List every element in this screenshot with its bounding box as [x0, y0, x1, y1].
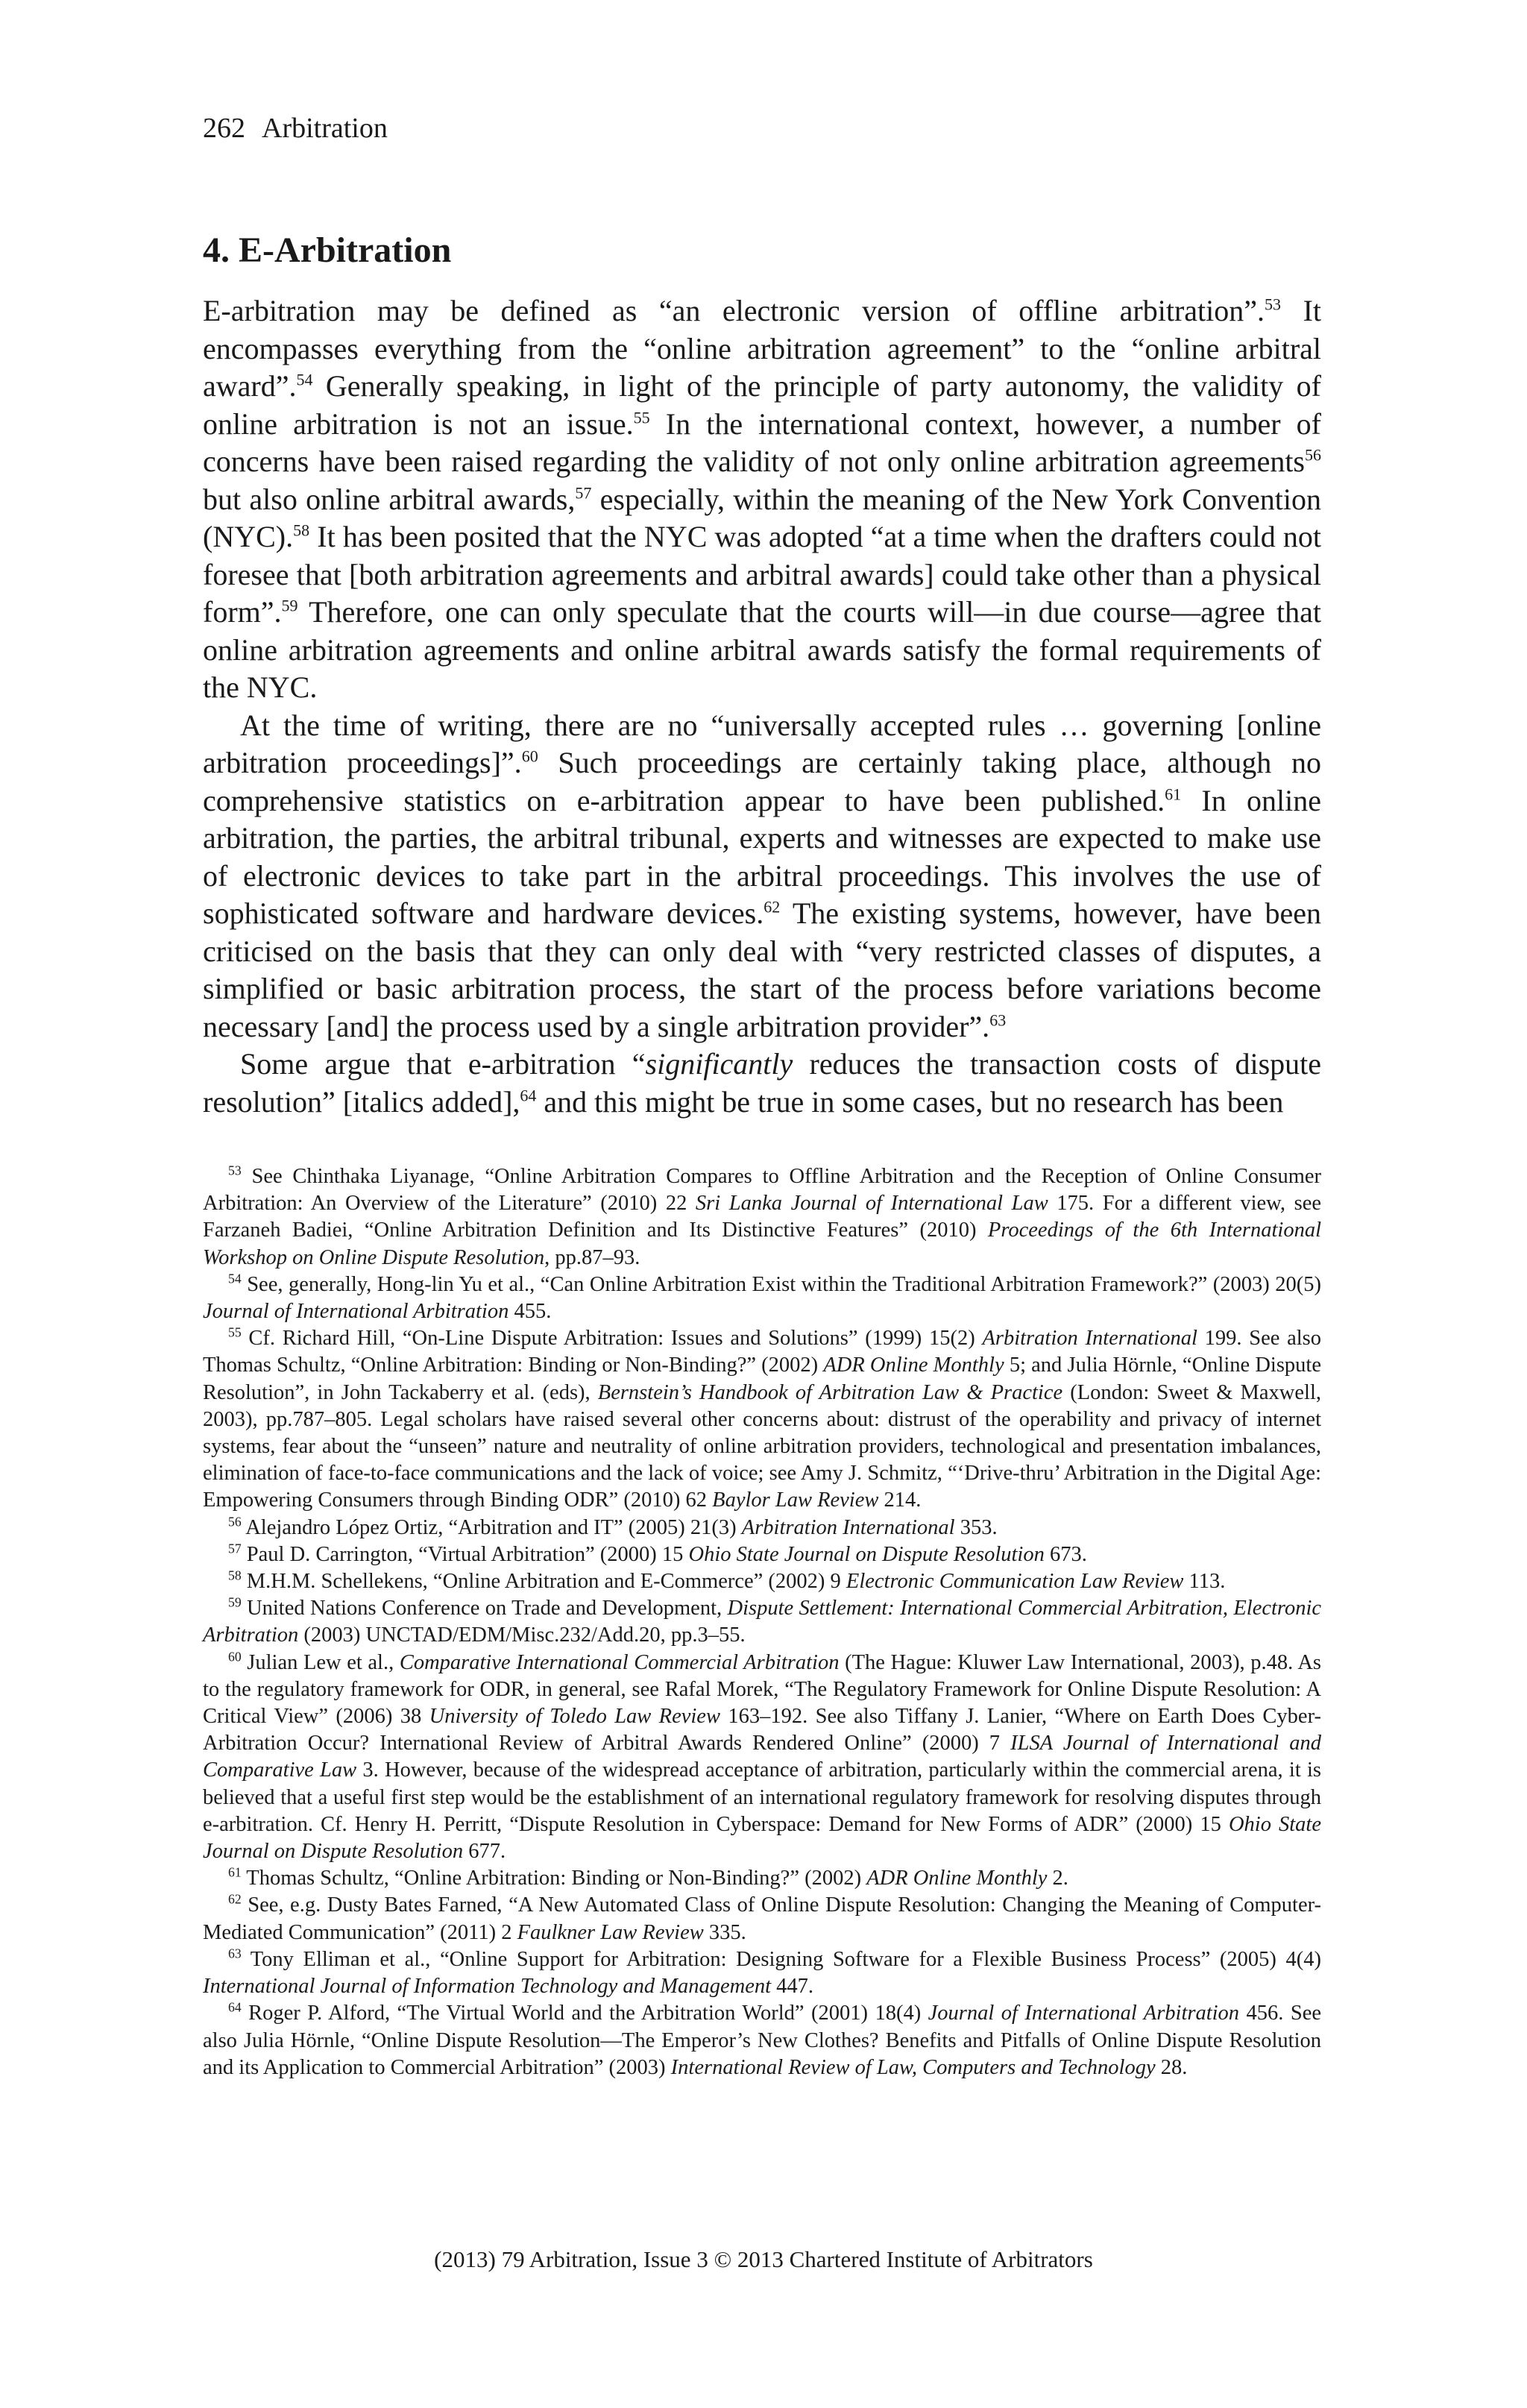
footnote-63: $^{63}$ Tony Elliman et al., “Online Support for Arbitration: Designing Software for a Flexible Business Process” (2005) 4(4) International Journal of Information Technology and Management 447.	[203, 1946, 1321, 1999]
section-title: 4. E-Arbitration	[203, 230, 452, 270]
footnote-ref-55[interactable]: 55	[633, 408, 650, 427]
emphasis-significantly: significantly	[645, 1047, 793, 1081]
footnote-ref-56[interactable]: 56	[1305, 445, 1321, 465]
footnote-58: $^{58}$ M.H.M. Schellekens, “Online Arbitration and E-Commerce” (2002) 9 Electronic Communication Law Review 113.	[228, 1568, 1226, 1594]
footnote-ref-63[interactable]: 63	[989, 1010, 1007, 1030]
page-number: 262	[203, 113, 245, 144]
footnotes	[203, 1163, 1321, 2081]
footnote-61: $^{61}$ Thomas Schultz, “Online Arbitration: Binding or Non-Binding?” (2002) ADR Online Monthly 2.	[228, 1864, 1068, 1890]
footnote-60: $^{60}$ Julian Lew et al., Comparative International Commercial Arbitration (The Hague: Kluwer Law International, 2003), p.48. As to the regulatory framework for ODR, in general, see Rafal Morek, “The Regulatory Framework for Online Dispute Resolution: A Critical View” (2006) 38 University of Toledo Law Review 163–192. See also Tiffany J. Lanier, “Where on Earth Does Cyber-Arbitration Occur? International Review of Arbitral Awards Rendered Online” (2000) 7 ILSA Journal of International and Comparative Law 3. However, because of the widespread acceptance of arbitration, particularly within the commercial arena, it is believed that a useful first step would be the establishment of an international regulatory framework for resolving disputes through e-arbitration. Cf. Henry H. Perritt, “Dispute Resolution in Cyberspace: Demand for New Forms of ADR” (2000) 15 Ohio State Journal on Dispute Resolution 677.	[203, 1649, 1321, 1864]
body-text	[203, 292, 1321, 1121]
running-title: Arbitration	[262, 113, 388, 144]
footnote-ref-54[interactable]: 54	[296, 370, 313, 389]
footnote-55: $^{55}$ Cf. Richard Hill, “On-Line Dispute Arbitration: Issues and Solutions” (1999) 15(2) Arbitration International 199. See also Thomas Schultz, “Online Arbitration: Binding or Non-Binding?” (2002) ADR Online Monthly 5; and Julia Hörnle, “Online Dispute Resolution”, in John Tackaberry et al. (eds), Bernstein’s Handbook of Arbitration Law & Practice (London: Sweet & Maxwell, 2003), pp.787–805. Legal scholars have raised several other concerns about: distrust of the operability and privacy of internet systems, fear about the “unseen” nature and neutrality of online arbitration providers, technological and presentation imbalances, elimination of face-to-face communications and the lack of voice; see Amy J. Schmitz, “‘Drive-thru’ Arbitration in the Digital Age: Empowering Consumers through Binding ODR” (2010) 62 Baylor Law Review 214.	[203, 1324, 1322, 1512]
footnote-ref-59[interactable]: 59	[281, 596, 298, 615]
journal-footer: (2013) 79 Arbitration, Issue 3 © 2013 Chartered Institute of Arbitrators	[434, 2246, 1093, 2272]
footnote-56: $^{56}$ Alejandro López Ortiz, “Arbitration and IT” (2005) 21(3) Arbitration International 353.	[228, 1514, 998, 1539]
footnote-ref-58[interactable]: 58	[293, 521, 310, 540]
footnote-ref-53[interactable]: 53	[1265, 295, 1282, 314]
footnote-64: $^{64}$ Roger P. Alford, “The Virtual World and the Arbitration World” (2001) 18(4) Journal of International Arbitration 456. See also Julia Hörnle, “Online Dispute Resolution—The Emperor’s New Clothes? Benefits and Pitfalls of Online Dispute Resolution and its Application to Commercial Arbitration” (2003) International Review of Law, Computers and Technology 28.	[203, 1999, 1322, 2079]
footnote-ref-64[interactable]: 64	[520, 1086, 537, 1105]
footnote-54: $^{54}$ See, generally, Hong-lin Yu et al., “Can Online Arbitration Exist within the Traditional Arbitration Framework?” (2003) 20(5) Journal of International Arbitration 455.	[203, 1271, 1322, 1324]
running-header	[203, 112, 388, 145]
paragraph-2: At the time of writing, there are no “universally accepted rules … governing [online arbitration proceedings]”.$^{60}$ Such proceedings are certainly taking place, although no comprehensive statistics on e-arbitration appear to have been published.$^{61}$ In online arbitration, the parties, the arbitral tribunal, experts and witnesses are expected to make use of electronic devices to take part in the arbitral proceedings. This involves the use of sophisticated software and hardware devices.$^{62}$ The existing systems, however, have been criticised on the basis that they can only deal with “very restricted classes of disputes, a simplified or basic arbitration process, the start of the process before variations become necessary [and] the process used by a single arbitration provider”.$^{63}$	[203, 708, 1322, 1043]
footnote-59: $^{59}$ United Nations Conference on Trade and Development, Dispute Settlement: International Commercial Arbitration, Electronic Arbitration (2003) UNCTAD/EDM/Misc.232/Add.20, pp.3–55.	[203, 1594, 1322, 1647]
footnote-62: $^{62}$ See, e.g. Dusty Bates Farned, “A New Automated Class of Online Dispute Resolution: Changing the Meaning of Computer-Mediated Communication” (2011) 2 Faulkner Law Review 335.	[203, 1891, 1322, 1944]
footnote-57: $^{57}$ Paul D. Carrington, “Virtual Arbitration” (2000) 15 Ohio State Journal on Dispute Resolution 673.	[228, 1541, 1087, 1566]
footnote-ref-57[interactable]: 57	[575, 483, 592, 503]
footnote-53: $^{53}$ See Chinthaka Liyanage, “Online Arbitration Compares to Offline Arbitration and the Reception of Online Consumer Arbitration: An Overview of the Literature” (2010) 22 Sri Lanka Journal of International Law 175. For a different view, see Farzaneh Badiei, “Online Arbitration Definition and Its Distinctive Features” (2010) Proceedings of the 6th International Workshop on Online Dispute Resolution, pp.87–93.	[203, 1163, 1322, 1269]
footnote-ref-60[interactable]: 60	[521, 746, 538, 766]
paragraph-1: E-arbitration may be defined as “an electronic version of offline arbitration”.$^{53}$ It encompasses everything from the “online arbitration agreement” to the “online arbitral award”.$^{54}$ Generally speaking, in light of the principle of party autonomy, the validity of online arbitration is not an issue.$^{55}$ In the international context, however, a number of concerns have been raised regarding the validity of not only online arbitration agreements$^{56}$ but also online arbitral awards,$^{57}$ especially, within the meaning of the New York Convention (NYC).$^{58}$ It has been posited that the NYC was adopted “at a time when the drafters could not foresee that [both arbitration agreements and arbitral awards] could take other than a physical form”.$^{59}$ Therefore, one can only speculate that the courts will—in due course—agree that online arbitration agreements and online arbitral awards satisfy the formal requirements of the NYC.	[203, 294, 1322, 704]
footnote-ref-61[interactable]: 61	[1165, 785, 1182, 804]
footnote-ref-62[interactable]: 62	[764, 897, 781, 917]
paragraph-3: Some argue that e-arbitration “significantly reduces the transaction costs of dispute resolution” [italics added],$^{64}$ and this might be true in some cases, but no research has been	[203, 1047, 1321, 1119]
